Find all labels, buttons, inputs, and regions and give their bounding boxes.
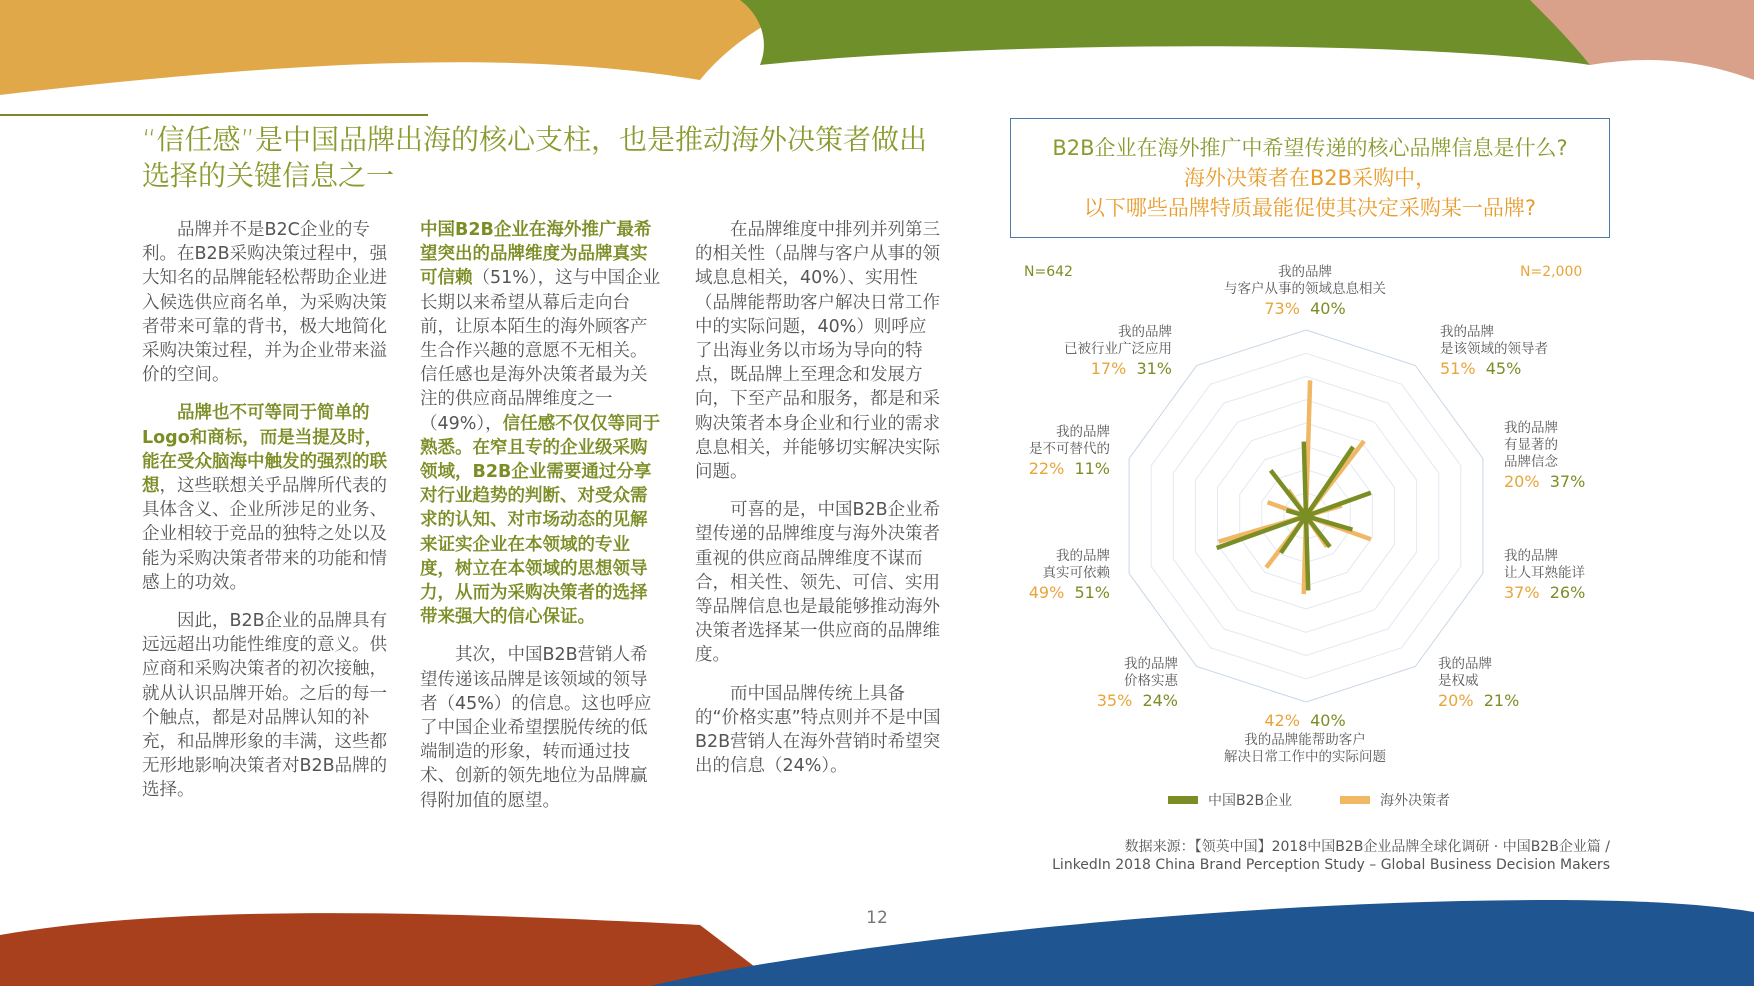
axis-label-4: 我的品牌 是权威 20% 21%	[1438, 656, 1520, 710]
paragraph: 品牌并不是B2C企业的专利。在B2B采购决策过程中，强大知名的品牌能轻松帮助企业进入候选供应商名单，为采购决策者带来可靠的背书，极大地简化采购决策过程，并为企业带来溢价的空间。	[142, 220, 388, 386]
highlight-text: 中国B2B企业在海外推广最希望突出的品牌维度为品牌真实可信赖	[420, 220, 652, 289]
radar-bar-china	[1304, 442, 1306, 516]
data-source: 数据来源：【领英中国】2018中国B2B企业品牌全球化调研 · 中国B2B企业篇 / LinkedIn 2018 China Brand Perception Study – Global Business Decision Makers	[1052, 839, 1610, 873]
axis-label-1: 我的品牌 是该领域的领导者 51% 45%	[1440, 324, 1548, 378]
body-text: ，这些联想关乎品牌所代表的具体含义、企业所涉足的业务、企业相较于竞品的独特之处以及能为采购决策者带来的功能和情感上的功效。	[142, 476, 387, 593]
radar-bar-china	[1306, 516, 1308, 590]
axis-label-7: 我的品牌 真实可依赖 49% 51%	[1028, 548, 1110, 602]
question-line: 以下哪些品牌特质最能促使其决定采购某一品牌?	[1083, 196, 1537, 220]
axis-label-6: 我的品牌 价格实惠 35% 24%	[1096, 656, 1178, 710]
legend-item-china: 中国B2B企业	[1168, 790, 1292, 810]
paragraph: 可喜的是，中国B2B企业希望传递的品牌维度与海外决策者重视的供应商品牌维度不谋而合，相关性、领先、可信、实用等品牌信息也是最能够推动海外决策者选择某一供应商的品牌维度。	[695, 500, 941, 666]
legend-swatch	[1340, 796, 1370, 804]
sample-size-left: N=642	[1024, 264, 1073, 280]
question-line: B2B企业在海外推广中希望传递的核心品牌信息是什么?	[1052, 136, 1568, 160]
highlight-text: 品牌也不可等同于简单的Logo和商标，而是当提及时，能在受众脑海中触发的强烈的联想	[142, 403, 387, 497]
axis-label-3: 我的品牌 让人耳熟能详 37% 26%	[1504, 548, 1586, 602]
question-line: 海外决策者在B2B采购中，	[1183, 166, 1437, 190]
axis-label-2: 我的品牌 有显著的 品牌信念 20% 37%	[1504, 420, 1586, 491]
legend-swatch	[1168, 796, 1198, 804]
axis-label-0: 我的品牌 与客户从事的领域息息相关 73% 40%	[1224, 264, 1386, 318]
paragraph: 在品牌维度中排列并列第三的相关性（品牌与客户从事的领域息息相关，40%）、实用性（品牌能帮助客户解决日常工作中的实际问题，40%）则呼应了出海业务以市场为导向的特点，既品牌上至理念和发展方向，下至产品和服务，都是和采购决策者本身企业和行业的需求息息相关，并能够切实解决实际问题。	[695, 220, 940, 483]
axis-label-8: 我的品牌 是不可替代的 22% 11%	[1028, 424, 1110, 478]
paragraph: 因此，B2B企业的品牌具有远远超出功能性维度的意义。供应商和采购决策者的初次接触，就从认识品牌开始。之后的每一个触点，都是对品牌认知的补充，和品牌形象的丰满，这些都无形地影响决策者对B2B品牌的选择。	[142, 611, 388, 801]
page-number: 12	[866, 908, 888, 928]
page-headline: “信任感”是中国品牌出海的核心支柱，也是推动海外决策者做出选择的关键信息之一	[142, 123, 928, 192]
axis-label-9: 我的品牌 已被行业广泛应用 17% 31%	[1064, 324, 1172, 378]
legend-item-overseas: 海外决策者	[1340, 790, 1450, 810]
axis-label-5: 42% 40% 我的品牌能帮助客户 解决日常工作中的实际问题	[1224, 711, 1386, 765]
paragraph: 而中国品牌传统上具备的“价格实惠”特点则并不是中国B2B营销人在海外营销时希望突出的信息（24%）。	[695, 683, 941, 777]
body-text: （51%），这与中国企业长期以来希望从幕后走向台前，让原本陌生的海外顾客产生合作兴趣的意愿不无相关。信任感也是海外决策者最为关注的供应商品牌维度之一（49%），	[420, 268, 661, 434]
highlight-text: 信任感不仅仅等同于熟悉。在窄且专的企业级采购领域，B2B企业需要通过分享对行业趋势的判断、对受众需求的认知、对市场动态的见解来证实企业在本领域的专业度，树立在本领域的思想领导力，从而为采购决策者的选择带来强大的信心保证。	[420, 413, 661, 628]
paragraph: 其次，中国B2B营销人希望传递该品牌是该领域的领导者（45%）的信息。这也呼应了中国企业希望摆脱传统的低端制造的形象，转而通过技术、创新的领先地位为品牌赢得附加值的愿望。	[420, 645, 652, 811]
sample-size-right: N=2,000	[1520, 264, 1583, 280]
